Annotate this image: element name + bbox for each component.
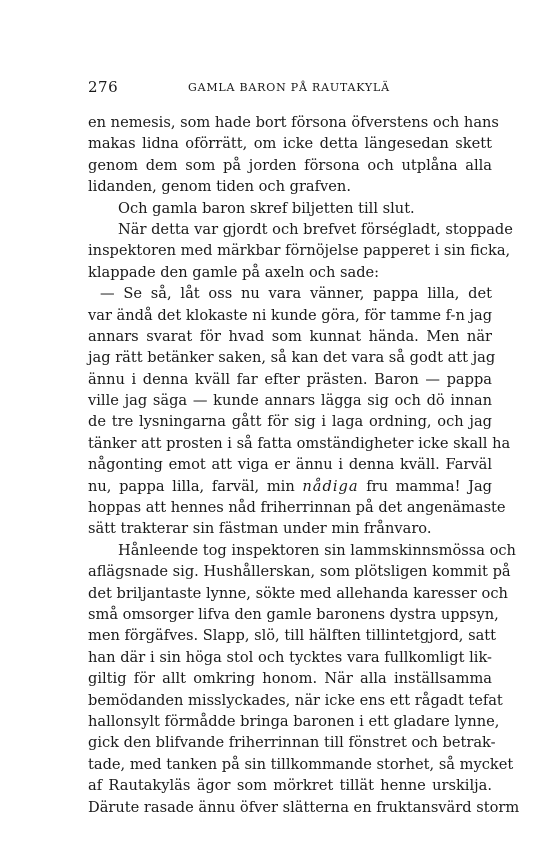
text-line: giltig för allt omkring honom. När alla inställsamma [88,670,492,688]
text-line: men förgäfves. Slapp, slö, till hälften tillintetgjord, satt [88,627,496,645]
text-line: lidanden, genom tiden och grafven. [88,178,351,196]
text-line: Hånleende tog inspektoren sin lammskinnsmössa och [118,541,516,559]
text-line: bemödanden misslyckades, när icke ens ett rågadt tefat [88,691,503,709]
text-line: När detta var gjordt och brefvet förségladt, stoppade [118,220,513,238]
page-header [88,78,490,100]
text-line: det briljantaste lynne, sökte med allehanda karesser och [88,584,508,602]
text-line: sätt trakterar sin fästman under min frånvaro. [88,520,432,538]
text-line: jag rätt betänker saken, så kan det vara så godt att jag [88,349,496,367]
text-line: annars svarat för hvad som kunnat hända. Men när [88,327,492,345]
text-line: tade, med tanken på sin tillkommande storhet, så mycket [88,755,514,773]
emphasized-word: nådiga [302,477,359,495]
page-number: 276 [88,78,119,96]
text-line: af Rautakyläs ägor som mörkret tillät henne urskilja. [88,777,492,795]
text-line: tänker att prosten i så fatta omständigheter icke skall ha [88,434,511,452]
text-line: ville jag säga — kunde annars lägga sig och dö innan [88,392,492,410]
text-line: en nemesis, som hade bort försona öfverstens och hans [88,114,499,131]
text-line: klappade den gamle på axeln och sade: [88,263,380,281]
text-line: hoppas att hennes nåd friherrinnan på det angenämaste [88,499,506,517]
text-fragment: fru mamma! Jag [358,477,492,495]
text-line: Därute rasade ännu öfver slätterna en fruktansvärd storm [88,798,520,816]
text-line: var ändå det klokaste ni kunde göra, för tamme f-n jag [88,306,493,324]
text-line: — Se så, låt oss nu vara vänner, pappa lilla, det [100,285,492,303]
body-text [88,112,520,818]
text-line: de tre lysningarna gått för sig i laga ordning, och jag [88,413,492,431]
text-line: någonting emot att viga er ännu i denna kväll. Farväl [88,456,492,474]
running-title: GAMLA BARON PÅ RAUTAKYLÄ [188,81,390,94]
text-line: små omsorger lifva den gamle baronens dystra uppsyn, [88,605,499,623]
text-line [88,476,492,497]
text-line: inspektoren med märkbar förnöjelse papperet i sin ficka, [88,242,511,260]
text-fragment: nu, pappa lilla, farväl, min [88,477,303,495]
text-line: aflägsnade sig. Hushållerskan, som plötsligen kommit på [88,563,511,581]
text-line: han där i sin höga stol och tycktes vara fullkomligt lik- [88,648,492,666]
text-line: gick den blifvande friherrinnan till fönstret och betrak- [88,734,496,752]
text-line: hallonsylt förmådde bringa baronen i ett gladare lynne, [88,712,500,730]
text-line: makas lidna oförrätt, om icke detta längesedan skett [88,135,492,153]
text-line: Och gamla baron skref biljetten till slut. [118,199,415,217]
text-line: ännu i denna kväll far efter prästen. Baron — pappa [88,370,492,388]
text-line: genom dem som på jorden försona och utplåna alla [88,156,492,174]
